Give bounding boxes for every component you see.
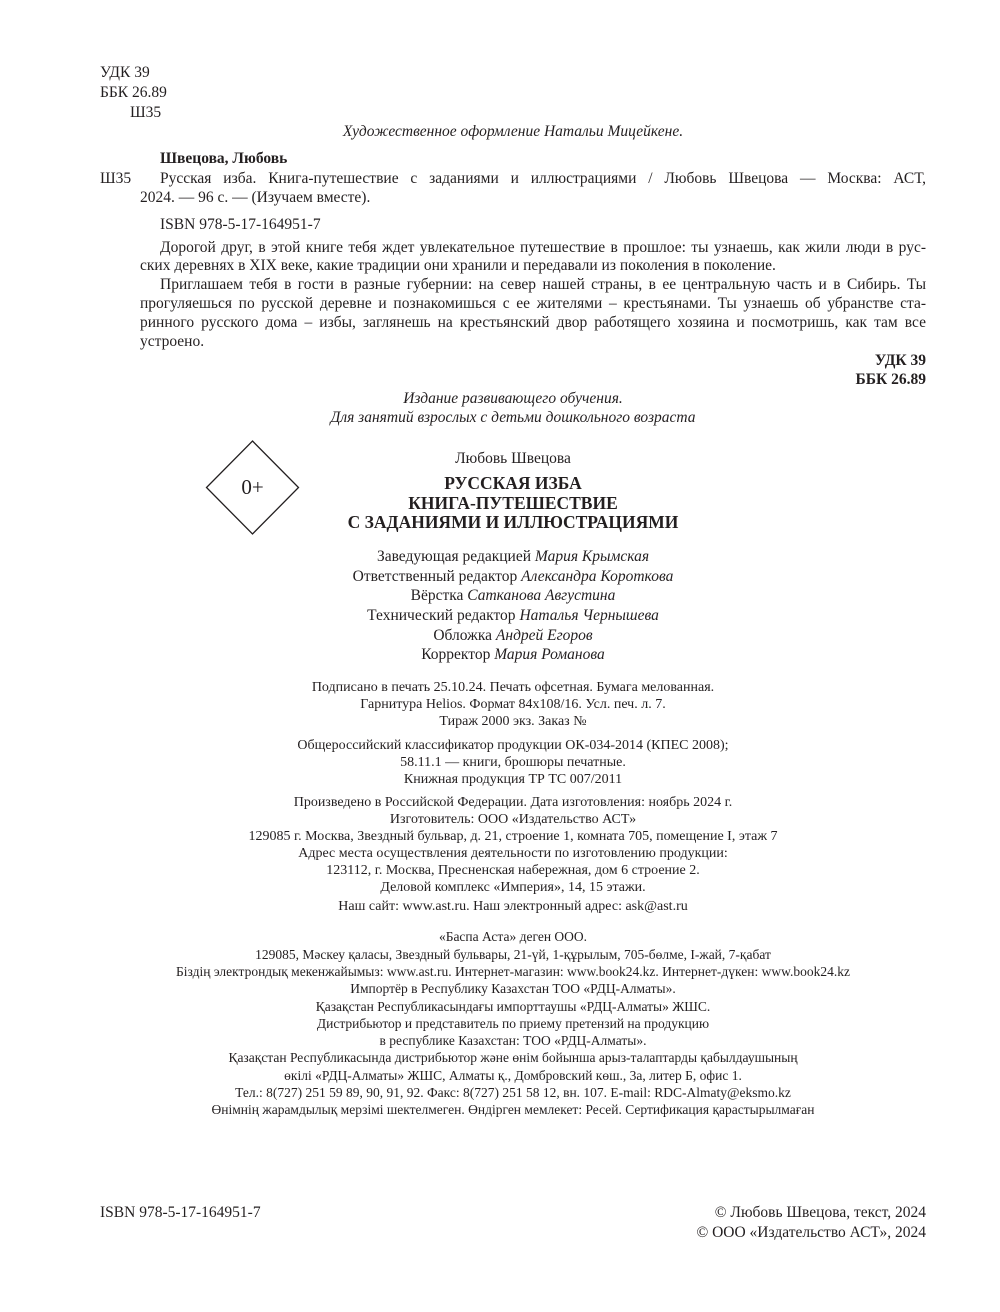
print-info-line: Гарнитура Helios. Формат 84x108/16. Усл. печ. л. 7. [360,696,666,712]
annotation-line: устроено. [140,332,205,350]
kazakhstan-info-line: Қазақстан Республикасындағы импорттаушы «РДЦ-Алматы» ЖШС. [315,998,711,1014]
age-rating-label: 0+ [241,475,264,499]
credit-name: Сатканова Августина [467,587,616,605]
classification-line: Общероссийский классификатор продукции ОК-034-2014 (КПЕС 2008); [297,737,729,753]
manufacturer-info [100,794,926,896]
credit-line [100,626,926,646]
kazakhstan-info-line: Өнімнің жарамдылық мерзімі шектелмеген. Өндірген мемлекет: Ресей. Сертификация қарастырылмаған [211,1102,815,1118]
website-contacts-line: Наш сайт: www.ast.ru. Наш электронный адрес: ask@ast.ru [338,898,688,914]
footer-isbn: ISBN 978-5-17-164951-7 [100,1203,261,1221]
annotation-line: прогуляешься по русской деревне и познакомишься с ее жителями – крестьянами. Ты узнаешь об убранстве ста- [140,294,926,312]
kazakhstan-info-line: өкілі «РДЦ-Алматы» ЖШС, Алматы қ., Домбровский көш., 3а, литер Б, офис 1. [284,1067,742,1083]
print-info-line: Тираж 2000 экз. Заказ № [439,713,587,729]
kazakhstan-info-line: Қазақстан Республикасында дистрибьютор және өнім бойынша арыз-талаптарды қабылдаушының [228,1050,798,1066]
manufacturer-line: Деловой комплекс «Империя», 14, 15 этажи. [380,879,646,895]
kazakhstan-info-line: Импортёр в Республику Казахстан ТОО «РДЦ-Алматы». [350,981,676,997]
book-title-line: КНИГА-ПУТЕШЕСТВИЕ [408,492,618,513]
book-title-line: С ЗАДАНИЯМИ И ИЛЛЮСТРАЦИЯМИ [347,512,679,532]
udk-code: УДК 39 [100,63,150,81]
contacts [100,898,926,915]
bbk-code: ББК 26.89 [100,83,167,101]
edition-note-line: Издание развивающего обучения. [403,389,623,407]
manufacturer-line: 123112, г. Москва, Пресненская набережная, дом 6 строение 2. [326,862,700,878]
book-title-line: РУССКАЯ ИЗБА [444,473,582,493]
credit-line [100,567,926,587]
credit-role: Вёрстка [410,587,464,605]
credit-role: Технический редактор [367,606,516,624]
annotation-line: ринного русского дома – избы, заглянешь на крестьянский двор работящего хозяина и посмотришь, как там все [140,313,926,331]
title-block [100,474,926,533]
catalog-author-mark: Ш35 [100,169,132,187]
print-info-line: Подписано в печать 25.10.24. Печать офсетная. Бумага мелованная. [311,679,715,695]
catalog-udk-code: УДК 39 [874,351,926,369]
catalog-description-line: 2024. — 96 с. — (Изучаем вместе). [140,188,371,206]
credit-role: Заведующая редакцией [376,548,532,566]
credit-line [100,547,926,567]
kazakhstan-info-line: «Баспа Аста» деген ООО. [438,929,588,945]
credit-role: Обложка [433,626,493,644]
copyright-line: © Любовь Швецова, текст, 2024 [714,1203,926,1221]
credit-line [100,645,926,665]
credit-name: Мария Крымская [534,548,650,566]
kazakhstan-info-line: Тел.: 8(727) 251 59 89, 90, 91, 92. Факс: 8(727) 251 58 12, вн. 107. E-mail: RDC-Almaty@eksmo.kz [235,1085,791,1101]
annotation-line: Дорогой друг, в этой книге тебя ждет увлекательное путешествие в прошлое: ты узнаешь, как жили люди в рус- [160,238,926,256]
print-details [100,679,926,730]
kazakhstan-info-line: 129085, Мәскеу қаласы, Звездный бульвары, 21-үй, 1-құрылым, 705-бөлме, I-жай, 7-қабат [255,946,771,962]
manufacturer-line: Адрес места осуществления деятельности по изготовлению продукции: [298,845,728,861]
copyright-line: © ООО «Издательство АСТ», 2024 [696,1223,926,1241]
catalog-description-line: Русская изба. Книга-путешествие с заданиями и иллюстрациями / Любовь Швецова — Москва: АСТ, [160,169,926,187]
kazakhstan-info-line: Біздің электрондық мекенжайымыз: www.ast.ru. Интернет-магазин: www.book24.kz. Интернет-дүкен: www.book24.kz [176,963,850,979]
classification-line: 58.11.1 — книги, брошюры печатные. [400,754,626,770]
credit-line [100,606,926,626]
credit-name: Александра Короткова [521,567,674,585]
credit-line [100,586,926,606]
kazakhstan-info-line: в республике Казахстан: ТОО «РДЦ-Алматы». [379,1033,647,1049]
annotation-line: Приглашаем тебя в гости в разные губернии: на север нашей страны, в ее центральную часть и в Сибирь. Ты [160,275,926,293]
classification-line: Книжная продукция ТР ТС 007/2011 [403,771,623,787]
classification [100,737,926,788]
catalog-bbk-code: ББК 26.89 [855,370,926,388]
manufacturer-line: Произведено в Российской Федерации. Дата изготовления: ноябрь 2024 г. [293,794,733,810]
credit-role: Корректор [421,646,491,664]
catalog-author-heading: Швецова, Любовь [160,149,288,167]
credit-role: Ответственный редактор [352,567,518,585]
annotation-line: ских деревнях в XIX веке, какие традиции они хранили и передавали из поколения в поколение. [140,256,776,274]
book-author: Любовь Швецова [455,449,571,467]
design-credit: Художественное оформление Натальи Мицейкене. [342,122,684,140]
kazakhstan-info [100,928,926,1118]
credit-name: Наталья Чернышева [519,606,659,624]
author-mark: Ш35 [130,103,162,121]
credits-block [100,547,926,665]
manufacturer-line: Изготовитель: ООО «Издательство АСТ» [389,811,637,827]
credit-name: Андрей Егоров [495,626,593,644]
catalog-isbn: ISBN 978-5-17-164951-7 [160,215,321,233]
manufacturer-line: 129085 г. Москва, Звездный бульвар, д. 21, строение 1, комната 705, помещение I, этаж 7 [248,828,778,844]
edition-note-line: Для занятий взрослых с детьми дошкольного возраста [330,408,696,426]
kazakhstan-info-line: Дистрибьютор и представитель по приему претензий на продукцию [316,1015,710,1031]
credit-name: Мария Романова [494,646,605,664]
